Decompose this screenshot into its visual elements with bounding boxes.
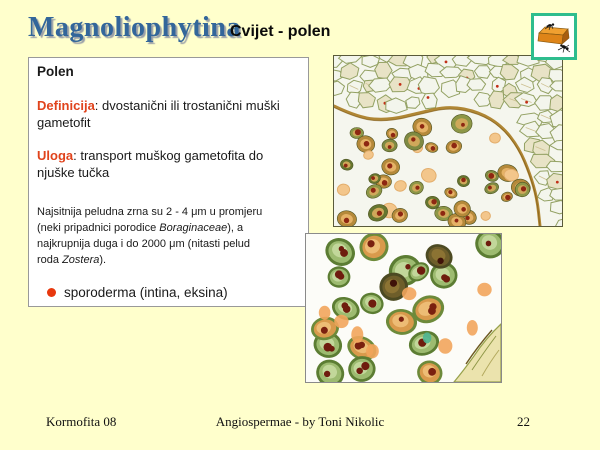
- role-paragraph: [37, 147, 300, 181]
- note-line2-pre: (neki pripadnici porodice: [37, 222, 160, 234]
- bullet-item: [37, 285, 300, 300]
- ants-clipart: [531, 13, 577, 60]
- page-number: 22: [517, 414, 530, 429]
- definition-line1: : dvostanični ili trostanični muški: [94, 98, 280, 113]
- note-line4-post: ).: [99, 254, 107, 266]
- definition-paragraph: [37, 97, 300, 131]
- definition-line2: gametofit: [37, 115, 91, 130]
- note-paragraph: [37, 204, 300, 268]
- note-taxon-zostera: Zostera: [62, 254, 100, 266]
- content-text-box: [28, 57, 309, 307]
- ants-clipart-icon: [534, 16, 574, 56]
- anther-micrograph: [333, 55, 563, 227]
- note-line3: najkrupnija duga i do 2000 μm (nitasti pelud: [37, 238, 251, 250]
- role-line2: njuške tučka: [37, 165, 110, 180]
- pollen-micrograph-svg: [306, 234, 501, 382]
- definition-label: Definicija: [37, 98, 95, 113]
- note-line1: Najsitnija peludna zrna su 2 - 4 μm u promjeru: [37, 206, 263, 218]
- box-heading: Polen: [37, 64, 74, 79]
- note-line2-post: ), a: [227, 222, 244, 234]
- anther-micrograph-svg: [334, 56, 562, 226]
- slide-title: Magnoliophytina: [28, 12, 241, 43]
- note-line4-pre: roda: [37, 254, 63, 266]
- role-line1: : transport muškog gametofita do: [73, 148, 264, 163]
- slide-subtitle: Cvijet - polen: [230, 23, 331, 40]
- role-label: Uloga: [37, 148, 74, 163]
- bullet-icon: [47, 288, 56, 297]
- footer-course: Kormofita 08: [46, 414, 117, 429]
- note-taxon-boraginaceae: Boraginaceae: [159, 222, 228, 234]
- bullet-text: sporoderma (intina, eksina): [64, 285, 228, 300]
- pollen-micrograph: [305, 233, 502, 383]
- footer-credit: Angiospermae - by Toni Nikolic: [215, 414, 385, 429]
